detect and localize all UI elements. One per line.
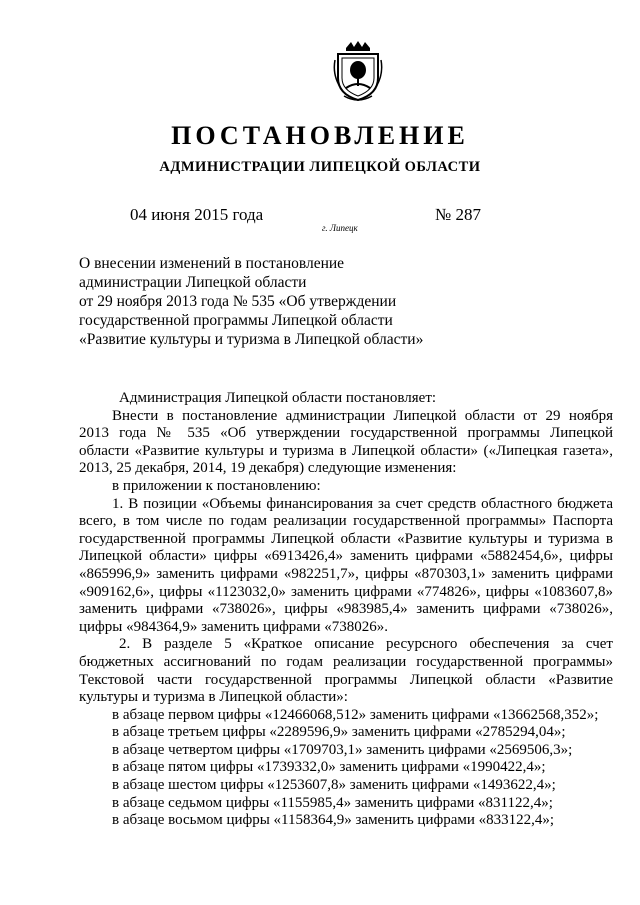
document-subject bbox=[79, 254, 423, 349]
document-subtitle: АДМИНИСТРАЦИИ ЛИПЕЦКОЙ ОБЛАСТИ bbox=[159, 159, 481, 175]
body-line: в абзаце первом цифры «12466068,512» заменить цифрами «13662568,352»; bbox=[112, 706, 599, 723]
body-line: в абзаце седьмом цифры «1155985,4» заменить цифрами «831122,4»; bbox=[112, 794, 553, 811]
body-line: бюджетных ассигнований по годам реализации государственной программы» bbox=[79, 653, 613, 670]
document-number: № 287 bbox=[435, 205, 481, 224]
body-line: Администрация Липецкой области постановляет: bbox=[119, 390, 437, 406]
body-line: 2013, 25 декабря, 2014, 19 декабря) следующие изменения: bbox=[79, 460, 457, 477]
body-line: в абзаце восьмом цифры «1158364,9» заменить цифрами «833122,4»; bbox=[112, 812, 555, 829]
body-line: в абзаце третьем цифры «2289596,9» заменить цифрами «2785294,04»; bbox=[112, 724, 566, 741]
document-title: ПОСТАНОВЛЕНИЕ bbox=[171, 121, 469, 150]
body-line: Текстовой части государственной программы Липецкой области «Развитие bbox=[79, 671, 613, 688]
body-line: 2. В разделе 5 «Краткое описание ресурсного обеспечения за счет bbox=[119, 636, 613, 653]
body-line: всего, в том числе по годам реализации государственной программы» Паспорта bbox=[79, 513, 613, 530]
body-line: Внести в постановление администрации Липецкой области от 29 ноября bbox=[112, 407, 613, 424]
subject-line: от 29 ноября 2013 года № 535 «Об утверждении bbox=[79, 293, 397, 310]
body-line: в приложении к постановлению: bbox=[112, 477, 321, 494]
body-line: цифры «984364,9» заменить цифрами «738026». bbox=[79, 618, 388, 635]
body-line: государственной программы Липецкой области «Развитие культуры и туризма в bbox=[79, 530, 613, 547]
body-line: 2013 года № 535 «Об утверждении государственной программы Липецкой bbox=[79, 425, 613, 442]
body-line: «865996,9» заменить цифрами «982251,7», цифры «870303,1» заменить цифрами bbox=[79, 565, 613, 582]
document-city: г. Липецк bbox=[322, 223, 358, 233]
body-line: заменить цифрами «738026», цифры «983985,4» заменить цифрами «738026», bbox=[79, 601, 613, 618]
body-line: культуры и туризма в Липецкой области»: bbox=[79, 689, 348, 706]
subject-line: администрации Липецкой области bbox=[79, 274, 307, 291]
body-line: «909162,6», цифры «1123032,0» заменить цифрами «774826», цифры «1083607,8» bbox=[79, 583, 613, 600]
body-line: в абзаце четвертом цифры «1709703,1» заменить цифрами «2569506,3»; bbox=[112, 741, 573, 758]
subject-line: «Развитие культуры и туризма в Липецкой области» bbox=[79, 331, 424, 348]
subject-line: государственной программы Липецкой области bbox=[79, 312, 393, 329]
subject-line: О внесении изменений в постановление bbox=[79, 255, 345, 272]
body-line: области «Развитие культуры и туризма в Липецкой области» («Липецкая газета», bbox=[79, 442, 613, 459]
body-line: Липецкой области» цифры «6913426,4» заменить цифрами «5882454,6», цифры bbox=[79, 548, 613, 565]
document-body bbox=[79, 390, 613, 830]
body-line: 1. В позиции «Объемы финансирования за счет средств областного бюджета bbox=[112, 495, 613, 512]
coat-of-arms-emblem bbox=[332, 40, 384, 102]
body-line: в абзаце шестом цифры «1253607,8» заменить цифрами «1493622,4»; bbox=[112, 777, 556, 794]
document-date: 04 июня 2015 года bbox=[130, 205, 264, 224]
body-line: в абзаце пятом цифры «1739332,0» заменить цифрами «1990422,4»; bbox=[112, 759, 546, 776]
